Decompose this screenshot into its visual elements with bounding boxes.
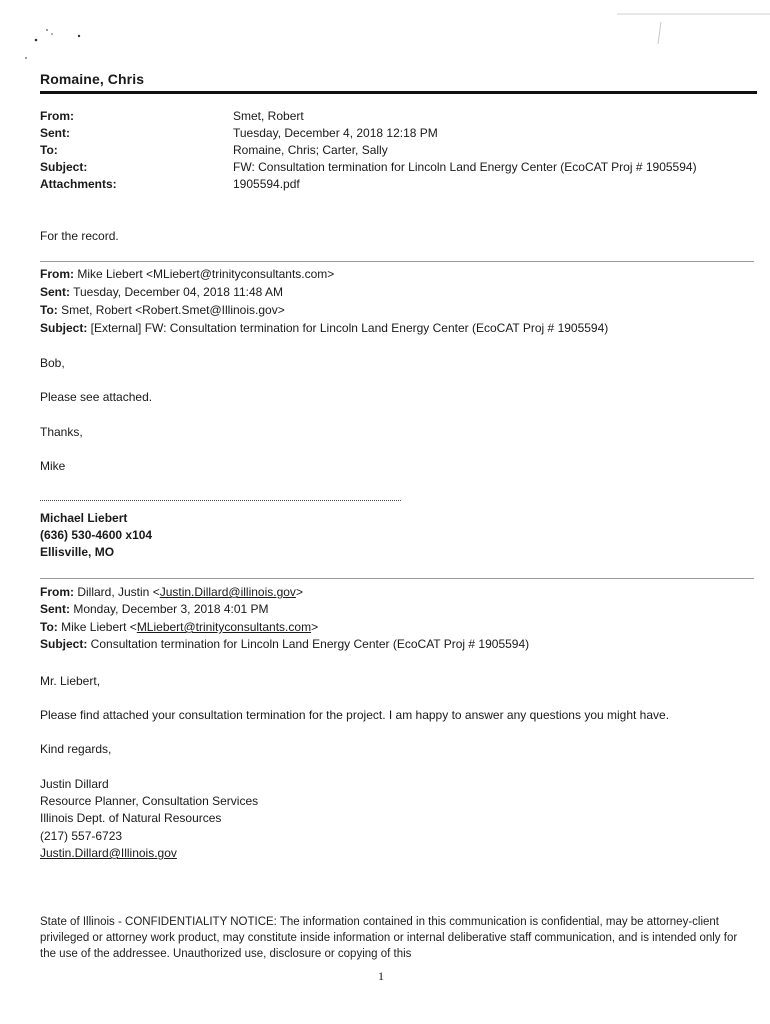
fwd2-to-label: To: — [40, 620, 58, 634]
subject-value: FW: Consultation termination for Lincoln Land Energy Center (EcoCAT Proj # 1905594) — [233, 160, 697, 174]
fwd2-sent-value: Monday, December 3, 2018 4:01 PM — [70, 602, 269, 616]
fwd1-sent-label: Sent: — [40, 285, 70, 299]
fwd1-to-line — [40, 302, 285, 319]
document-title: Romaine, Chris — [40, 71, 145, 87]
fwd2-sig-name: Justin Dillard — [40, 777, 109, 791]
fwd2-from-line — [40, 584, 303, 601]
from-label: From: — [40, 109, 74, 123]
fwd1-sent-value: Tuesday, December 04, 2018 11:48 AM — [70, 285, 284, 299]
fwd1-from-line — [40, 266, 334, 283]
fwd2-sig-org: Illinois Dept. of Natural Resources — [40, 811, 222, 825]
fwd1-thanks: Thanks, — [40, 425, 83, 439]
fwd1-sig-location: Ellisville, MO — [40, 545, 115, 559]
confidentiality-notice: State of Illinois - CONFIDENTIALITY NOTICE: The information contained in this communication is confidential, may be attorney-client privileged or attorney work product, may constitute inside information or internal deliberative staff communication, and is intended only for the use of the addressee. Unauthorized use, disclosure or copying of this — [40, 916, 738, 960]
fwd2-from-label: From: — [40, 585, 74, 599]
fwd1-greeting: Bob, — [40, 356, 65, 370]
fwd2-from-email-link[interactable]: Justin.Dillard@illinois.gov — [159, 585, 296, 599]
fwd2-to-name: Mike Liebert < — [57, 620, 137, 634]
signature-dotted-divider — [40, 500, 401, 501]
fwd2-to-line — [40, 619, 318, 636]
fwd2-from-name: Dillard, Justin < — [74, 585, 160, 599]
fwd1-to-value: Smet, Robert <Robert.Smet@Illinois.gov> — [57, 303, 285, 317]
fwd1-subject-value: [External] FW: Consultation termination for Lincoln Land Energy Center (EcoCAT Proj # 1905594) — [87, 321, 609, 335]
fwd2-to-email-link[interactable]: MLiebert@trinityconsultants.com — [136, 620, 312, 634]
fwd1-subject-label: Subject: — [40, 321, 88, 335]
forward-divider-1 — [40, 261, 754, 262]
fwd2-sig-phone: (217) 557-6723 — [40, 829, 123, 843]
fwd1-from-label: From: — [40, 267, 74, 281]
fwd2-sig-email-link[interactable]: Justin.Dillard@Illinois.gov — [40, 846, 177, 860]
fwd2-sent-line — [40, 601, 269, 618]
fwd2-to-end: > — [311, 620, 319, 634]
fwd2-subject-label: Subject: — [40, 637, 88, 651]
sent-label: Sent: — [40, 126, 70, 140]
fwd1-to-label: To: — [40, 303, 58, 317]
fwd1-body: Please see attached. — [40, 390, 153, 404]
title-divider — [40, 91, 757, 94]
fwd2-greeting: Mr. Liebert, — [40, 674, 101, 688]
body-note: For the record. — [40, 229, 119, 243]
fwd1-sent-line — [40, 284, 283, 301]
fwd1-from-value: Mike Liebert <MLiebert@trinityconsultants.com> — [74, 267, 335, 281]
fwd2-regards: Kind regards, — [40, 742, 112, 756]
sent-value: Tuesday, December 4, 2018 12:18 PM — [233, 126, 438, 140]
to-label: To: — [40, 143, 58, 157]
attachment-file: 1905594.pdf — [233, 177, 300, 191]
fwd2-sig-title: Resource Planner, Consultation Services — [40, 794, 259, 808]
fwd2-subject-value: Consultation termination for Lincoln Land Energy Center (EcoCAT Proj # 1905594) — [87, 637, 530, 651]
fwd2-subject-line — [40, 636, 529, 653]
from-value: Smet, Robert — [233, 109, 304, 123]
fwd1-sig-phone: (636) 530-4600 x104 — [40, 528, 153, 542]
fwd1-subject-line — [40, 320, 608, 337]
forward-divider-2 — [40, 578, 754, 579]
fwd2-sent-label: Sent: — [40, 602, 70, 616]
attachments-label: Attachments: — [40, 177, 117, 191]
to-value: Romaine, Chris; Carter, Sally — [233, 143, 388, 157]
fwd2-from-end: > — [295, 585, 303, 599]
fwd2-body: Please find attached your consultation termination for the project. I am happy to answer any questions you might have. — [40, 708, 670, 722]
fwd1-sig-name: Michael Liebert — [40, 511, 128, 525]
page-number: 1 — [378, 969, 384, 983]
subject-label: Subject: — [40, 160, 88, 174]
fwd1-signoff: Mike — [40, 459, 66, 473]
